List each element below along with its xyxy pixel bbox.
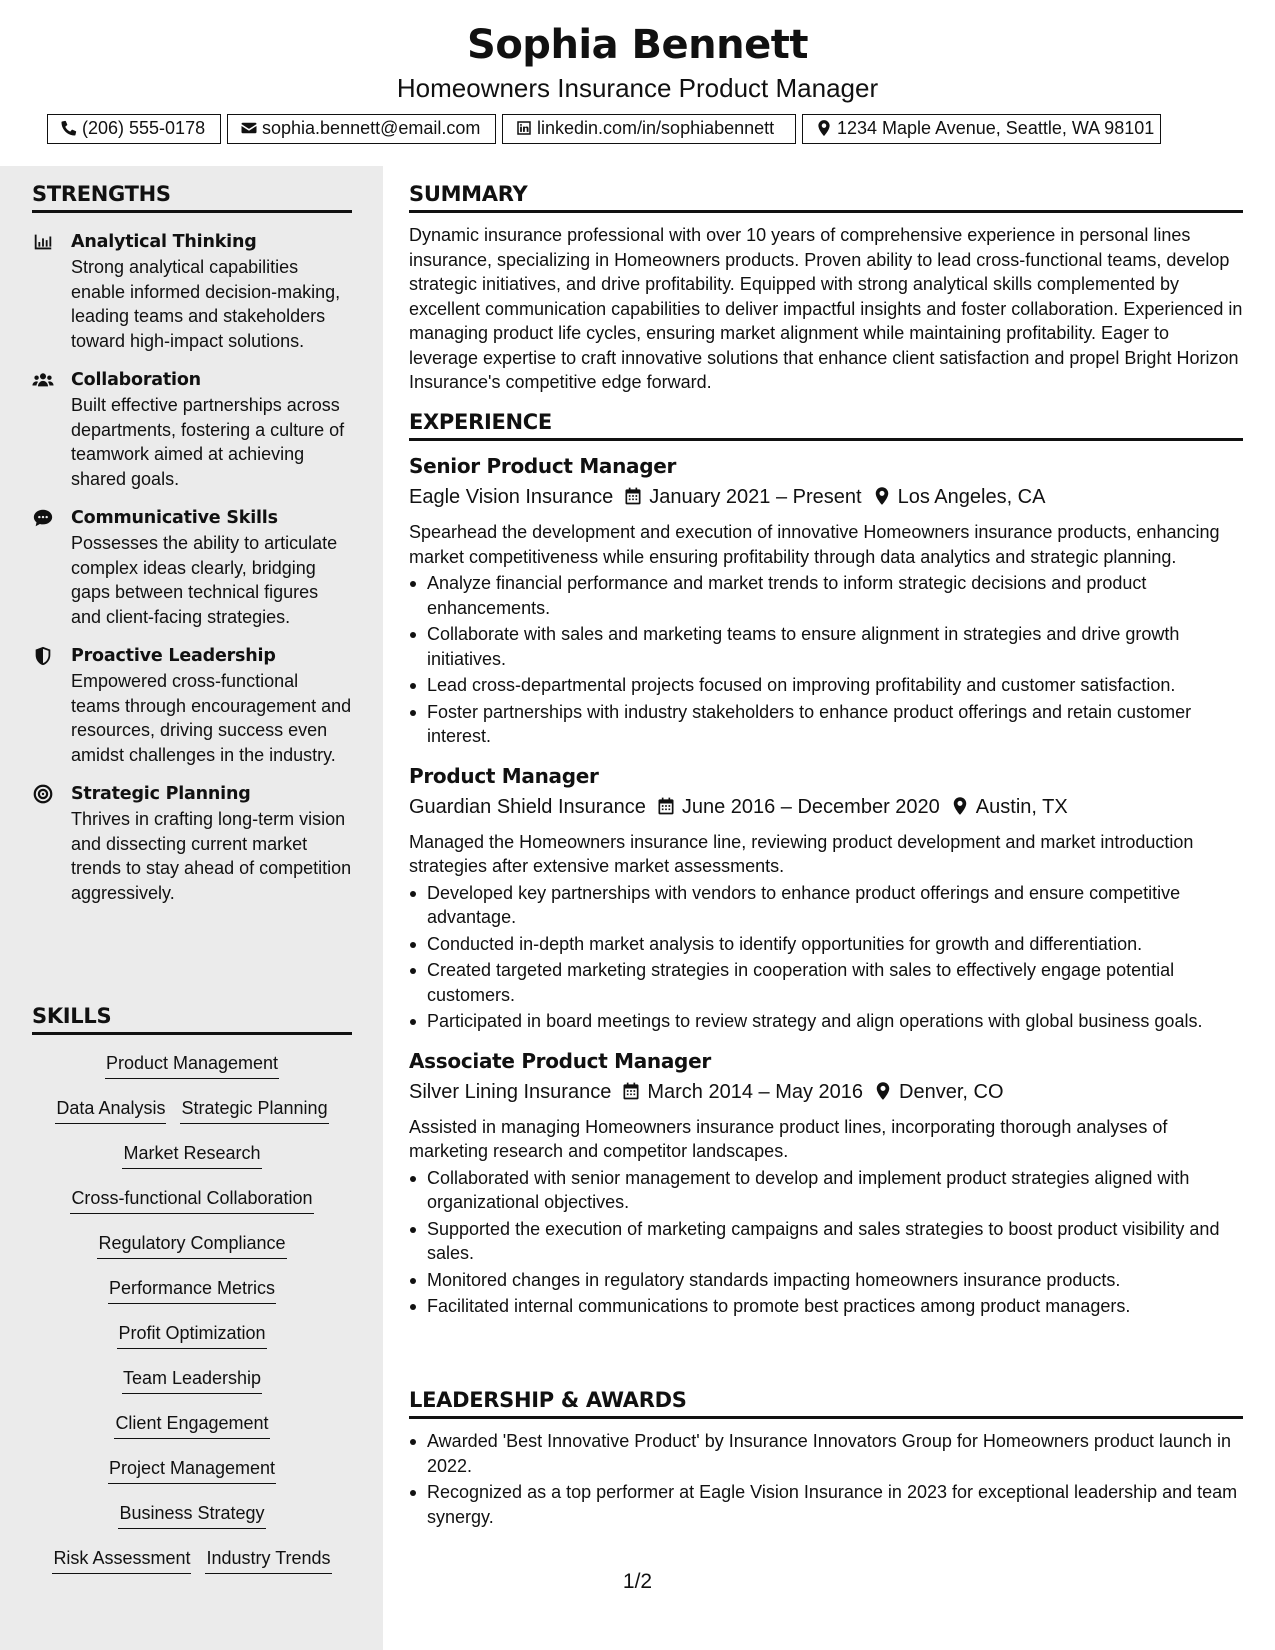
- candidate-name: Sophia Bennett: [467, 22, 808, 68]
- skill-tag: Strategic Planning: [180, 1096, 328, 1124]
- job-company: Guardian Shield Insurance: [409, 795, 646, 818]
- skill-tag: Business Strategy: [118, 1501, 265, 1529]
- contact-bar: [47, 114, 1223, 144]
- job-meta: [409, 482, 1243, 512]
- job-dates: March 2014 – May 2016: [647, 1080, 864, 1103]
- strength-item: [32, 505, 352, 629]
- job-entry: [409, 1046, 1243, 1319]
- job-location: Denver, CO: [899, 1080, 1004, 1103]
- job-description: Assisted in managing Homeowners insurance product lines, incorporating thorough analyses of marketing research and competitor landscapes.: [409, 1116, 1168, 1161]
- target-icon: [32, 783, 54, 805]
- calendar-icon: [623, 486, 643, 506]
- skill-tag: Cross-functional Collaboration: [70, 1186, 313, 1214]
- job-description: Spearhead the development and execution of innovative Homeowners insurance products, enhancing market competitiveness while ensuring profitability through data analytics and strategic planning.: [409, 522, 1220, 567]
- skill-row: [32, 1497, 352, 1542]
- contact-linkedin-text: linkedin.com/in/sophiabennett: [537, 118, 775, 138]
- job-entry: [409, 761, 1243, 1034]
- page-number: 1/2: [622, 1570, 653, 1593]
- list-item: Facilitated internal communications to promote best practices among product managers.: [409, 1294, 1243, 1319]
- skills-heading: SKILLS: [32, 1004, 352, 1035]
- skill-tag: Industry Trends: [205, 1546, 331, 1574]
- strength-item: [32, 643, 352, 767]
- skill-row: [32, 1092, 352, 1137]
- job-dates: June 2016 – December 2020: [681, 795, 940, 818]
- skill-row: [32, 1227, 352, 1272]
- strength-description: Possesses the ability to articulate complex ideas clearly, bridging gaps between technical figures and client-facing strategies.: [71, 533, 338, 627]
- skill-tag: Data Analysis: [55, 1096, 166, 1124]
- skill-row: [32, 1137, 352, 1182]
- job-meta: [409, 1077, 1243, 1107]
- job-description: Managed the Homeowners insurance line, reviewing product development and market introduction strategies after extensive market assessments.: [409, 831, 1194, 876]
- job-title: Associate Product Manager: [409, 1048, 711, 1073]
- job-location: Austin, TX: [975, 795, 1068, 818]
- skill-tag: Performance Metrics: [108, 1276, 276, 1304]
- contact-address-text: 1234 Maple Avenue, Seattle, WA 98101: [837, 118, 1155, 138]
- skill-tag: Market Research: [122, 1141, 261, 1169]
- shield-icon: [32, 645, 54, 667]
- strengths-heading: STRENGTHS: [32, 182, 352, 213]
- job-company: Silver Lining Insurance: [409, 1080, 612, 1103]
- job-dates: January 2021 – Present: [649, 486, 862, 508]
- strength-item: [32, 367, 352, 491]
- strength-description: Thrives in crafting long-term vision and dissecting current market trends to stay ahead of competition aggressively.: [71, 809, 352, 903]
- strength-description: Strong analytical capabilities enable informed decision-making, leading teams and stakeholders toward high-impact solutions.: [71, 257, 341, 351]
- job-title: Senior Product Manager: [409, 454, 677, 478]
- list-item: Developed key partnerships with vendors to enhance product offerings and ensure competitive advantage.: [409, 881, 1243, 930]
- users-icon: [32, 369, 54, 391]
- skill-row: [32, 1272, 352, 1317]
- strengths-section: [32, 182, 352, 905]
- awards-heading: LEADERSHIP & AWARDS: [409, 1388, 1243, 1419]
- contact-email-text: sophia.bennett@email.com: [262, 118, 481, 138]
- list-item: Analyze financial performance and market trends to inform strategic decisions and product enhancements.: [409, 571, 1243, 620]
- awards-section: [409, 1388, 1243, 1531]
- summary-text: Dynamic insurance professional with over 10 years of comprehensive experience in personal lines insurance, specializing in Homeowners products. Proven ability to lead cross-functional teams, develop strategic initiatives, and drive profitability. Equipped with strong analytical skills complemented by excellent communication capabilities to deliver impactful insights and foster collaboration. Experienced in managing product life cycles, ensuring market alignment while maintaining profitability. Eager to leverage expertise to craft innovative solutions that enhance client satisfaction and propel Bright Horizon Insurance's competitive edge forward.: [409, 225, 1243, 392]
- job-bullets: [409, 881, 1243, 1034]
- list-item: Supported the execution of marketing campaigns and sales strategies to boost product visibility and sales.: [409, 1217, 1243, 1266]
- skill-row: [32, 1047, 352, 1092]
- list-item: Monitored changes in regulatory standards impacting homeowners insurance products.: [409, 1268, 1243, 1293]
- strength-title: Proactive Leadership: [71, 646, 276, 666]
- skills-section: [32, 1004, 352, 1587]
- strength-description: Empowered cross-functional teams through encouragement and resources, driving success even amidst challenges in the industry.: [71, 671, 352, 765]
- skill-tag: Profit Optimization: [117, 1321, 266, 1349]
- skill-row: [32, 1452, 352, 1497]
- skill-tag: Project Management: [108, 1456, 276, 1484]
- awards-list: [409, 1429, 1243, 1529]
- contact-address: [802, 114, 1161, 144]
- map-pin-icon: [815, 119, 833, 137]
- main-column: [383, 166, 1275, 1650]
- strength-title: Collaboration: [71, 370, 201, 390]
- phone-icon: [60, 119, 78, 137]
- envelope-icon: [240, 119, 258, 137]
- calendar-icon: [621, 1081, 641, 1101]
- skill-row: [32, 1407, 352, 1452]
- list-item: Conducted in-depth market analysis to identify opportunities for growth and differentiation.: [409, 932, 1243, 957]
- job-bullets: [409, 571, 1243, 749]
- job-location: Los Angeles, CA: [897, 486, 1046, 508]
- skill-tag: Risk Assessment: [52, 1546, 191, 1574]
- candidate-role: Homeowners Insurance Product Manager: [396, 73, 879, 103]
- list-item: Collaborate with sales and marketing teams to ensure alignment in strategies and drive growth initiatives.: [409, 622, 1243, 671]
- job-bullets: [409, 1166, 1243, 1319]
- chat-bubble-icon: [32, 507, 54, 529]
- experience-heading: EXPERIENCE: [409, 410, 1243, 441]
- skill-tag: Team Leadership: [122, 1366, 262, 1394]
- map-pin-icon: [950, 796, 970, 816]
- skill-tag: Regulatory Compliance: [97, 1231, 286, 1259]
- contact-linkedin[interactable]: [502, 114, 796, 144]
- bar-chart-icon: [32, 231, 54, 253]
- linkedin-icon: [515, 119, 533, 137]
- list-item: Created targeted marketing strategies in cooperation with sales to effectively engage potential customers.: [409, 958, 1243, 1007]
- list-item: Recognized as a top performer at Eagle Vision Insurance in 2023 for exceptional leadership and team synergy.: [409, 1480, 1243, 1529]
- list-item: Lead cross-departmental projects focused on improving profitability and customer satisfaction.: [409, 673, 1243, 698]
- job-title: Product Manager: [409, 763, 599, 788]
- skill-tag: Product Management: [105, 1051, 279, 1079]
- skill-row: [32, 1362, 352, 1407]
- summary-heading: SUMMARY: [409, 182, 1243, 213]
- contact-phone-text: (206) 555-0178: [82, 118, 206, 138]
- job-company: Eagle Vision Insurance: [409, 486, 614, 508]
- calendar-icon: [656, 796, 676, 816]
- strength-title: Communicative Skills: [71, 508, 278, 528]
- strength-title: Strategic Planning: [71, 784, 251, 804]
- resume-header: [0, 0, 1275, 166]
- skill-tag: Client Engagement: [114, 1411, 269, 1439]
- strength-item: [32, 781, 352, 905]
- sidebar: [0, 166, 383, 1650]
- contact-phone[interactable]: [47, 114, 221, 144]
- skill-row: [32, 1317, 352, 1362]
- job-entry: [409, 451, 1243, 749]
- experience-section: [409, 410, 1243, 1321]
- map-pin-icon: [873, 1081, 893, 1101]
- list-item: Awarded 'Best Innovative Product' by Insurance Innovators Group for Homeowners product launch in 2022.: [409, 1429, 1243, 1478]
- skills-list: [32, 1047, 352, 1587]
- job-meta: [409, 792, 1243, 822]
- list-item: Participated in board meetings to review strategy and align operations with global business goals.: [409, 1009, 1243, 1034]
- map-pin-icon: [872, 486, 892, 506]
- list-item: Foster partnerships with industry stakeholders to enhance product offerings and retain customer interest.: [409, 700, 1243, 749]
- summary-section: [409, 182, 1243, 395]
- skill-row: [32, 1182, 352, 1227]
- strength-item: [32, 229, 352, 353]
- list-item: Collaborated with senior management to develop and implement product strategies aligned with organizational objectives.: [409, 1166, 1243, 1215]
- strength-title: Analytical Thinking: [71, 232, 257, 252]
- contact-email[interactable]: [227, 114, 496, 144]
- strength-description: Built effective partnerships across departments, fostering a culture of teamwork aimed at achieving shared goals.: [71, 395, 345, 489]
